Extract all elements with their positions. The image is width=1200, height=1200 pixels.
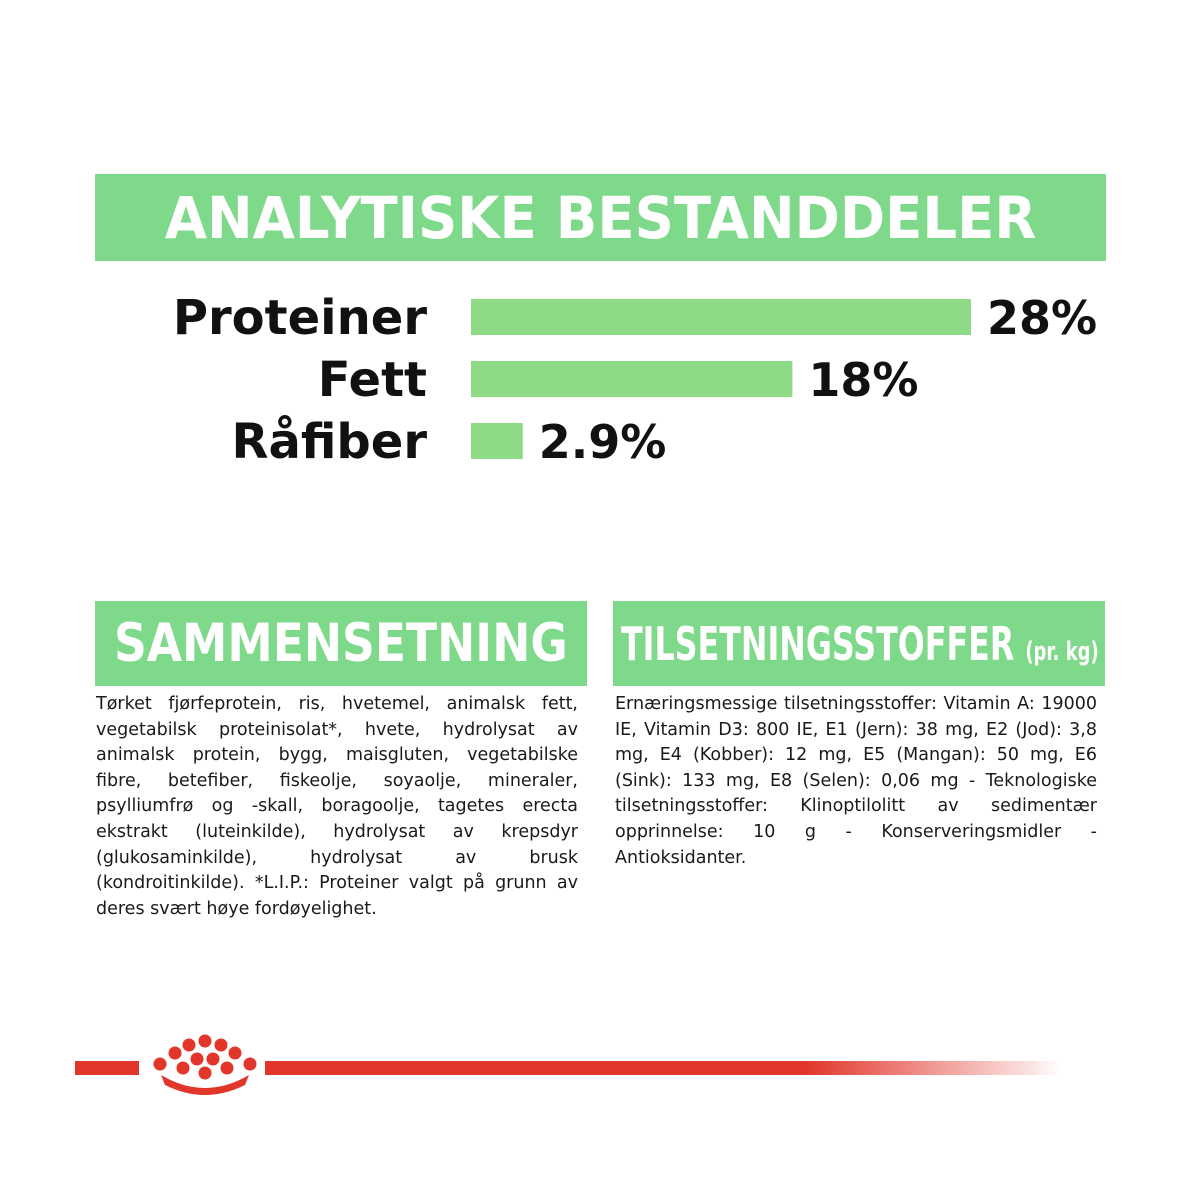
page-title: ANALYTISKE BESTANDDELER [164,183,1037,252]
additives-title-text: TILSETNINGSSTOFFER [621,616,1015,671]
composition-text: Tørket fjørfeprotein, ris, hvetemel, animalsk fett, vegetabilsk proteinisolat*, hvete, hydrolysat av animalsk protein, bygg, maisgluten, vegetabilske fibre, betefiber, fiskeolje, soyaolje, mineraler, psylliumfrø og -skall, boragoolje, tagetes erecta ekstrakt (luteinkilde), hydrolysat av krepsdyr (glukosaminkilde), hydrolysat av brusk (kondroitinkilde). *L.I.P.: Proteiner valgt på grunn av deres svært høye fordøyelighet. [96,694,578,919]
bar-0 [471,299,971,335]
additives-text: Ernæringsmessige tilsetningsstoffer: Vitamin A: 19000 IE, Vitamin D3: 800 IE, E1 (Jern): 38 mg, E2 (Jod): 3,8 mg, E4 (Kobber): 12 mg, E5 (Mangan): 50 mg, E6 (Sink): 133 mg, E8 (Selen): 0,06 mg - Teknologiske tilsetningsstoffer: Klinoptilolitt av sedimentær opprinnelse: 10 g - Konserveringsmidler - Antioksidanter. [615,694,1097,868]
bar-value-label-0: 28% [987,291,1098,345]
bar-value-label-2: 2.9% [538,415,667,469]
composition-header [95,601,587,686]
additives-header [613,601,1105,686]
bar-label-1: Fett [317,352,427,408]
analytical-constituents-banner [95,174,1106,261]
footer-line-left [75,1061,139,1075]
analytical-bar-chart [0,285,1200,485]
composition-title: SAMMENSETNING [114,613,568,674]
bar-label-2: Råfiber [231,414,427,470]
additives-unit: (pr. kg) [1025,636,1099,667]
bar-1 [471,361,792,397]
royal-canin-crown-logo [147,1033,263,1095]
bar-value-label-1: 18% [808,353,919,407]
footer-line-right [265,1061,1060,1075]
additives-title [621,617,1099,671]
bar-label-0: Proteiner [172,290,427,346]
bar-2 [471,423,523,459]
